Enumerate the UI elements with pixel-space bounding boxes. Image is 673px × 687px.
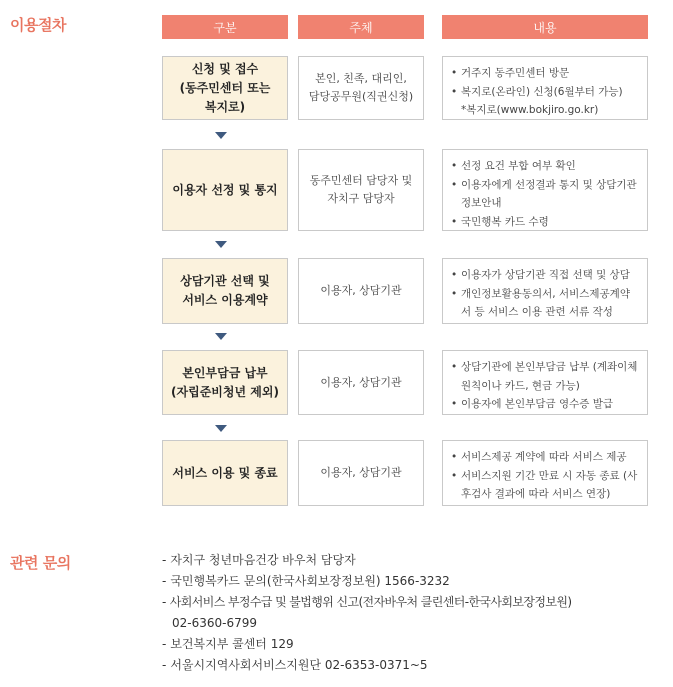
- inquiry-item: - 자치구 청년마음건강 바우처 담당자: [162, 553, 356, 567]
- content-list: [451, 448, 639, 504]
- content-item: • 선정 요건 부합 여부 확인: [451, 157, 639, 176]
- step-label: 상담기관 선택 및 서비스 이용계약: [180, 274, 270, 307]
- content-list: [451, 266, 639, 322]
- step-label: 서비스 이용 및 종료: [172, 465, 278, 480]
- section-title-procedure: 이용절차: [10, 16, 66, 34]
- inquiry-text: 사회서비스 부정수급 및 불법행위 신고(전자바우처 클린센터-한국사회보장정보원): [169, 595, 572, 609]
- content-list: [451, 64, 623, 101]
- content-box-contract: [442, 258, 648, 324]
- inquiry-text: 보건복지부 콜센터 129: [170, 637, 294, 651]
- content-item: • 서비스제공 계약에 따라 서비스 제공: [451, 448, 639, 467]
- content-item: • 국민행복 카드 수령: [451, 213, 639, 232]
- content-item: • 이용자가 상담기관 직접 선택 및 상담: [451, 266, 639, 285]
- subject-label: 이용자, 상담기관: [320, 466, 402, 479]
- content-item: • 이용자에게 선정결과 통지 및 상담기관 정보안내: [451, 176, 639, 213]
- column-header-subject: 주체: [298, 15, 424, 39]
- inquiry-item: - 서울시지역사회서비스지원단 02-6353-0371~5: [162, 658, 428, 672]
- subject-box-application: [298, 56, 424, 120]
- content-note: *복지로(www.bokjiro.go.kr): [461, 104, 599, 116]
- step-label: 이용자 선정 및 통지: [172, 182, 278, 197]
- step-box-contract: [162, 258, 288, 324]
- subject-box-selection: [298, 149, 424, 231]
- step-box-selection: [162, 149, 288, 231]
- content-list: [451, 358, 639, 414]
- subject-label: 본인, 친족, 대리인, 담당공무원(직권신청): [308, 72, 414, 103]
- content-box-payment: [442, 350, 648, 415]
- subject-label: 이용자, 상담기관: [320, 375, 402, 389]
- subject-box-termination: [298, 440, 424, 506]
- section-title-inquiry: 관련 문의: [10, 554, 71, 572]
- inquiry-item: - 국민행복카드 문의(한국사회보장정보원) 1566-3232: [162, 574, 450, 588]
- arrow-down-icon: [215, 425, 227, 432]
- subject-label: 동주민센터 담당자 및 자치구 담당자: [309, 174, 413, 205]
- content-item: • 상담기관에 본인부담금 납부 (계좌이체 원칙이나 카드, 현금 가능): [451, 358, 639, 395]
- subject-box-payment: [298, 350, 424, 415]
- step-label: 신청 및 접수 (동주민센터 또는 복지로): [179, 61, 271, 114]
- content-item: • 서비스지원 기간 만료 시 자동 종료 (사후검사 결과에 따라 서비스 연장): [451, 467, 639, 504]
- content-box-termination: [442, 440, 648, 506]
- inquiry-text: 서울시지역사회서비스지원단 02-6353-0371~5: [170, 658, 428, 672]
- content-item: • 개인정보활용동의서, 서비스제공계약서 등 서비스 이용 관련 서류 작성: [451, 285, 639, 322]
- step-box-termination: [162, 440, 288, 506]
- step-box-application: [162, 56, 288, 120]
- inquiry-text: 자치구 청년마음건강 바우처 담당자: [170, 553, 356, 567]
- column-header-content: 내용: [442, 15, 648, 39]
- subject-label: 이용자, 상담기관: [320, 284, 402, 297]
- subject-box-contract: [298, 258, 424, 324]
- content-item: • 거주지 동주민센터 방문: [451, 64, 623, 83]
- inquiry-text: 02-6360-6799: [172, 616, 258, 630]
- step-box-payment: [162, 350, 288, 415]
- content-item: • 복지로(온라인) 신청(6월부터 가능): [451, 83, 623, 102]
- content-item: • 이용자에 본인부담금 영수증 발급: [451, 395, 639, 414]
- column-header-category: 구분: [162, 15, 288, 39]
- arrow-down-icon: [215, 132, 227, 139]
- content-box-application: [442, 56, 648, 120]
- inquiry-item: - 보건복지부 콜센터 129: [162, 637, 294, 651]
- content-list: [451, 157, 639, 231]
- content-box-selection: [442, 149, 648, 231]
- arrow-down-icon: [215, 333, 227, 340]
- inquiry-item-continuation: [162, 613, 257, 634]
- inquiry-item: - 사회서비스 부정수급 및 불법행위 신고(전자바우처 클린센터-한국사회보장정보원): [162, 595, 572, 609]
- inquiry-text: 국민행복카드 문의(한국사회보장정보원) 1566-3232: [170, 574, 450, 588]
- arrow-down-icon: [215, 241, 227, 248]
- step-label: 본인부담금 납부 (자립준비청년 제외): [171, 365, 279, 399]
